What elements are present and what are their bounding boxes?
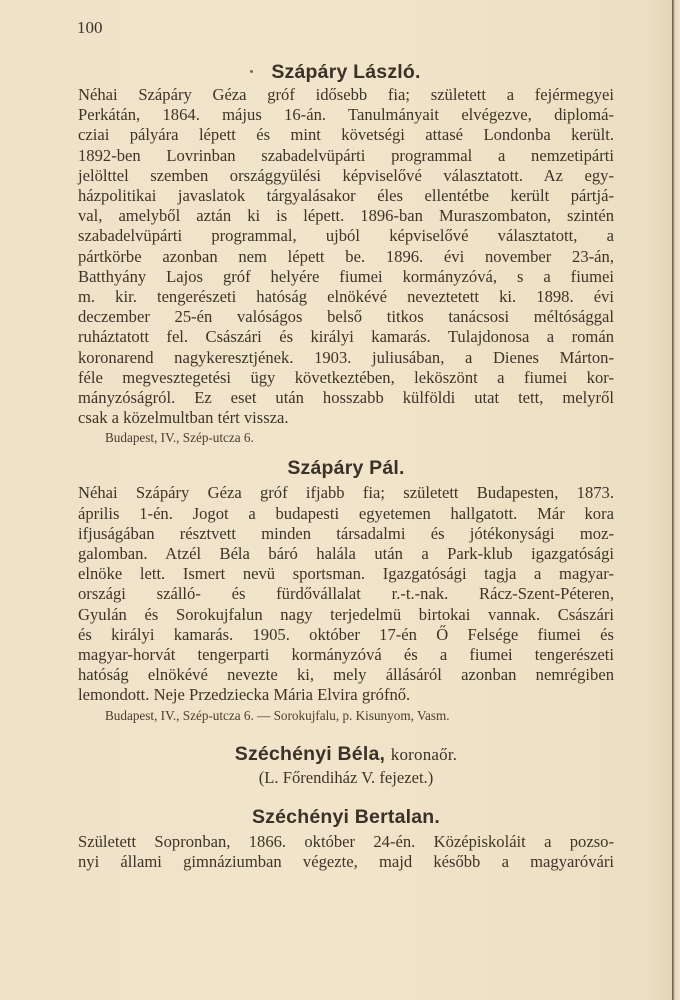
entry-szechenyi-bertalan [78, 804, 614, 872]
text-line: féle megvesztegetési ügy következtében, leköszönt a fiumei kor- [78, 367, 614, 387]
text-line: Született Sopronban, 1866. október 24-én. Középiskoláit a pozso- [78, 831, 614, 851]
entry-body [78, 483, 614, 705]
text-line: galomban. Atzél Béla báró halála után a Park-klub igazgatósági [78, 544, 614, 564]
text-line: magyar-horvát tengerparti kormányzóvá és a fiumei tengerészeti [78, 645, 614, 665]
text-line: nyi állami gimnáziumban végezte, majd később a magyaróvári [78, 851, 614, 871]
text-line: ifjuságában résztvett minden társadalmi és jótékonysági moz- [78, 523, 614, 543]
text-line: április 1-én. Jogot a budapesti egyetemen hallgatott. Már kora [78, 503, 614, 523]
text-line: lemondott. Neje Przedziecka Mária Elvira grófnő. [78, 685, 411, 705]
entry-heading: Szápáry László. [271, 61, 421, 83]
entry-szapary-laszlo [78, 59, 614, 447]
page-content [78, 59, 614, 872]
text-line: Batthyány Lajos gróf helyére fiumei kormányzóvá, s a fiumei [78, 266, 614, 286]
text-line: házpolitikai javaslatok tárgyalásakor éles ellentétbe került pártjá- [78, 186, 614, 206]
text-line: Néhai Szápáry Géza gróf ifjabb fia; született Budapesten, 1873. [78, 483, 614, 503]
text-line: m. kir. tengerészeti hatóság elnökévé neveztetett ki. 1898. évi [78, 287, 614, 307]
entry-role: koronaőr. [390, 744, 458, 764]
entry-heading: Széchényi Bertalan. [251, 805, 441, 828]
entry-heading: Szápáry Pál. [287, 457, 405, 480]
text-line: mányzóságról. Ez eset után hosszabb külföldi utat tett, melyről [78, 388, 614, 408]
entry-body [78, 85, 614, 428]
text-line: Gyulán és Sorokujfalun nagy terjedelmü birtokai vannak. Császári [78, 604, 614, 624]
text-line: val, amelyből aztán ki is lépett. 1896-ban Muraszombaton, szintén [78, 206, 614, 226]
entry-heading: Széchényi Béla, [234, 742, 386, 765]
page-edge [672, 0, 680, 1000]
text-line: országi szálló- és fürdővállalat r.-t.-nak. Rácz-Szent-Péteren, [78, 584, 614, 604]
entry-szapary-pal [78, 455, 614, 724]
text-line: elnöke lett. Ismert nevü sportsman. Igazgatósági tagja a magyar- [78, 564, 614, 584]
entry-szechenyi-bela [78, 741, 614, 788]
text-line: koronarend nagykeresztjének. 1903. juliusában, a Dienes Márton- [78, 347, 614, 367]
text-line: és királyi kamarás. 1905. október 17-én Ő Felsége fiumei és [78, 624, 614, 644]
text-line: Néhai Szápáry Géza gróf idősebb fia; született a fejérmegyei [78, 85, 614, 104]
entry-reference: (L. Főrendiház V. fejezet.) [258, 767, 434, 787]
text-line: csak a közelmultban tért vissza. [78, 408, 289, 428]
text-line: jelölttel szemben országgyülési képviselővé választatott. Az egy- [78, 165, 614, 185]
text-line: Perkátán, 1864. május 16-án. Tanulmányait elvégezve, diplomá- [78, 105, 614, 125]
page-number: 100 [77, 18, 103, 37]
text-line: hatóság elnökévé nevezte ki, mely állásáról azonban nemrégiben [78, 665, 614, 685]
text-line: pártkörbe azonban nem lépett be. 1896. évi november 23-án, [78, 246, 614, 266]
text-line: ruháztatott fel. Császári és királyi kamarás. Tulajdonosa a román [78, 327, 614, 347]
entry-body [78, 832, 614, 872]
entry-address: Budapest, IV., Szép-utcza 6. [105, 430, 254, 446]
entry-heading-line [78, 741, 614, 768]
text-line: 1892-ben Lovrinban szabadelvüpárti programmal a nemzetipárti [78, 145, 614, 165]
text-line: cziai pályára lépett és mint követségi attasé Londonba került. [78, 125, 614, 145]
text-line: szabadelvüpárti programmal, ujból képviselővé választatott, a [78, 226, 614, 246]
entry-address: Budapest, IV., Szép-utcza 6. — Sorokujfalu, p. Kisunyom, Vasm. [105, 707, 450, 723]
text-line: deczember 25-én valóságos belső titkos tanácsosi méltósággal [78, 307, 614, 327]
